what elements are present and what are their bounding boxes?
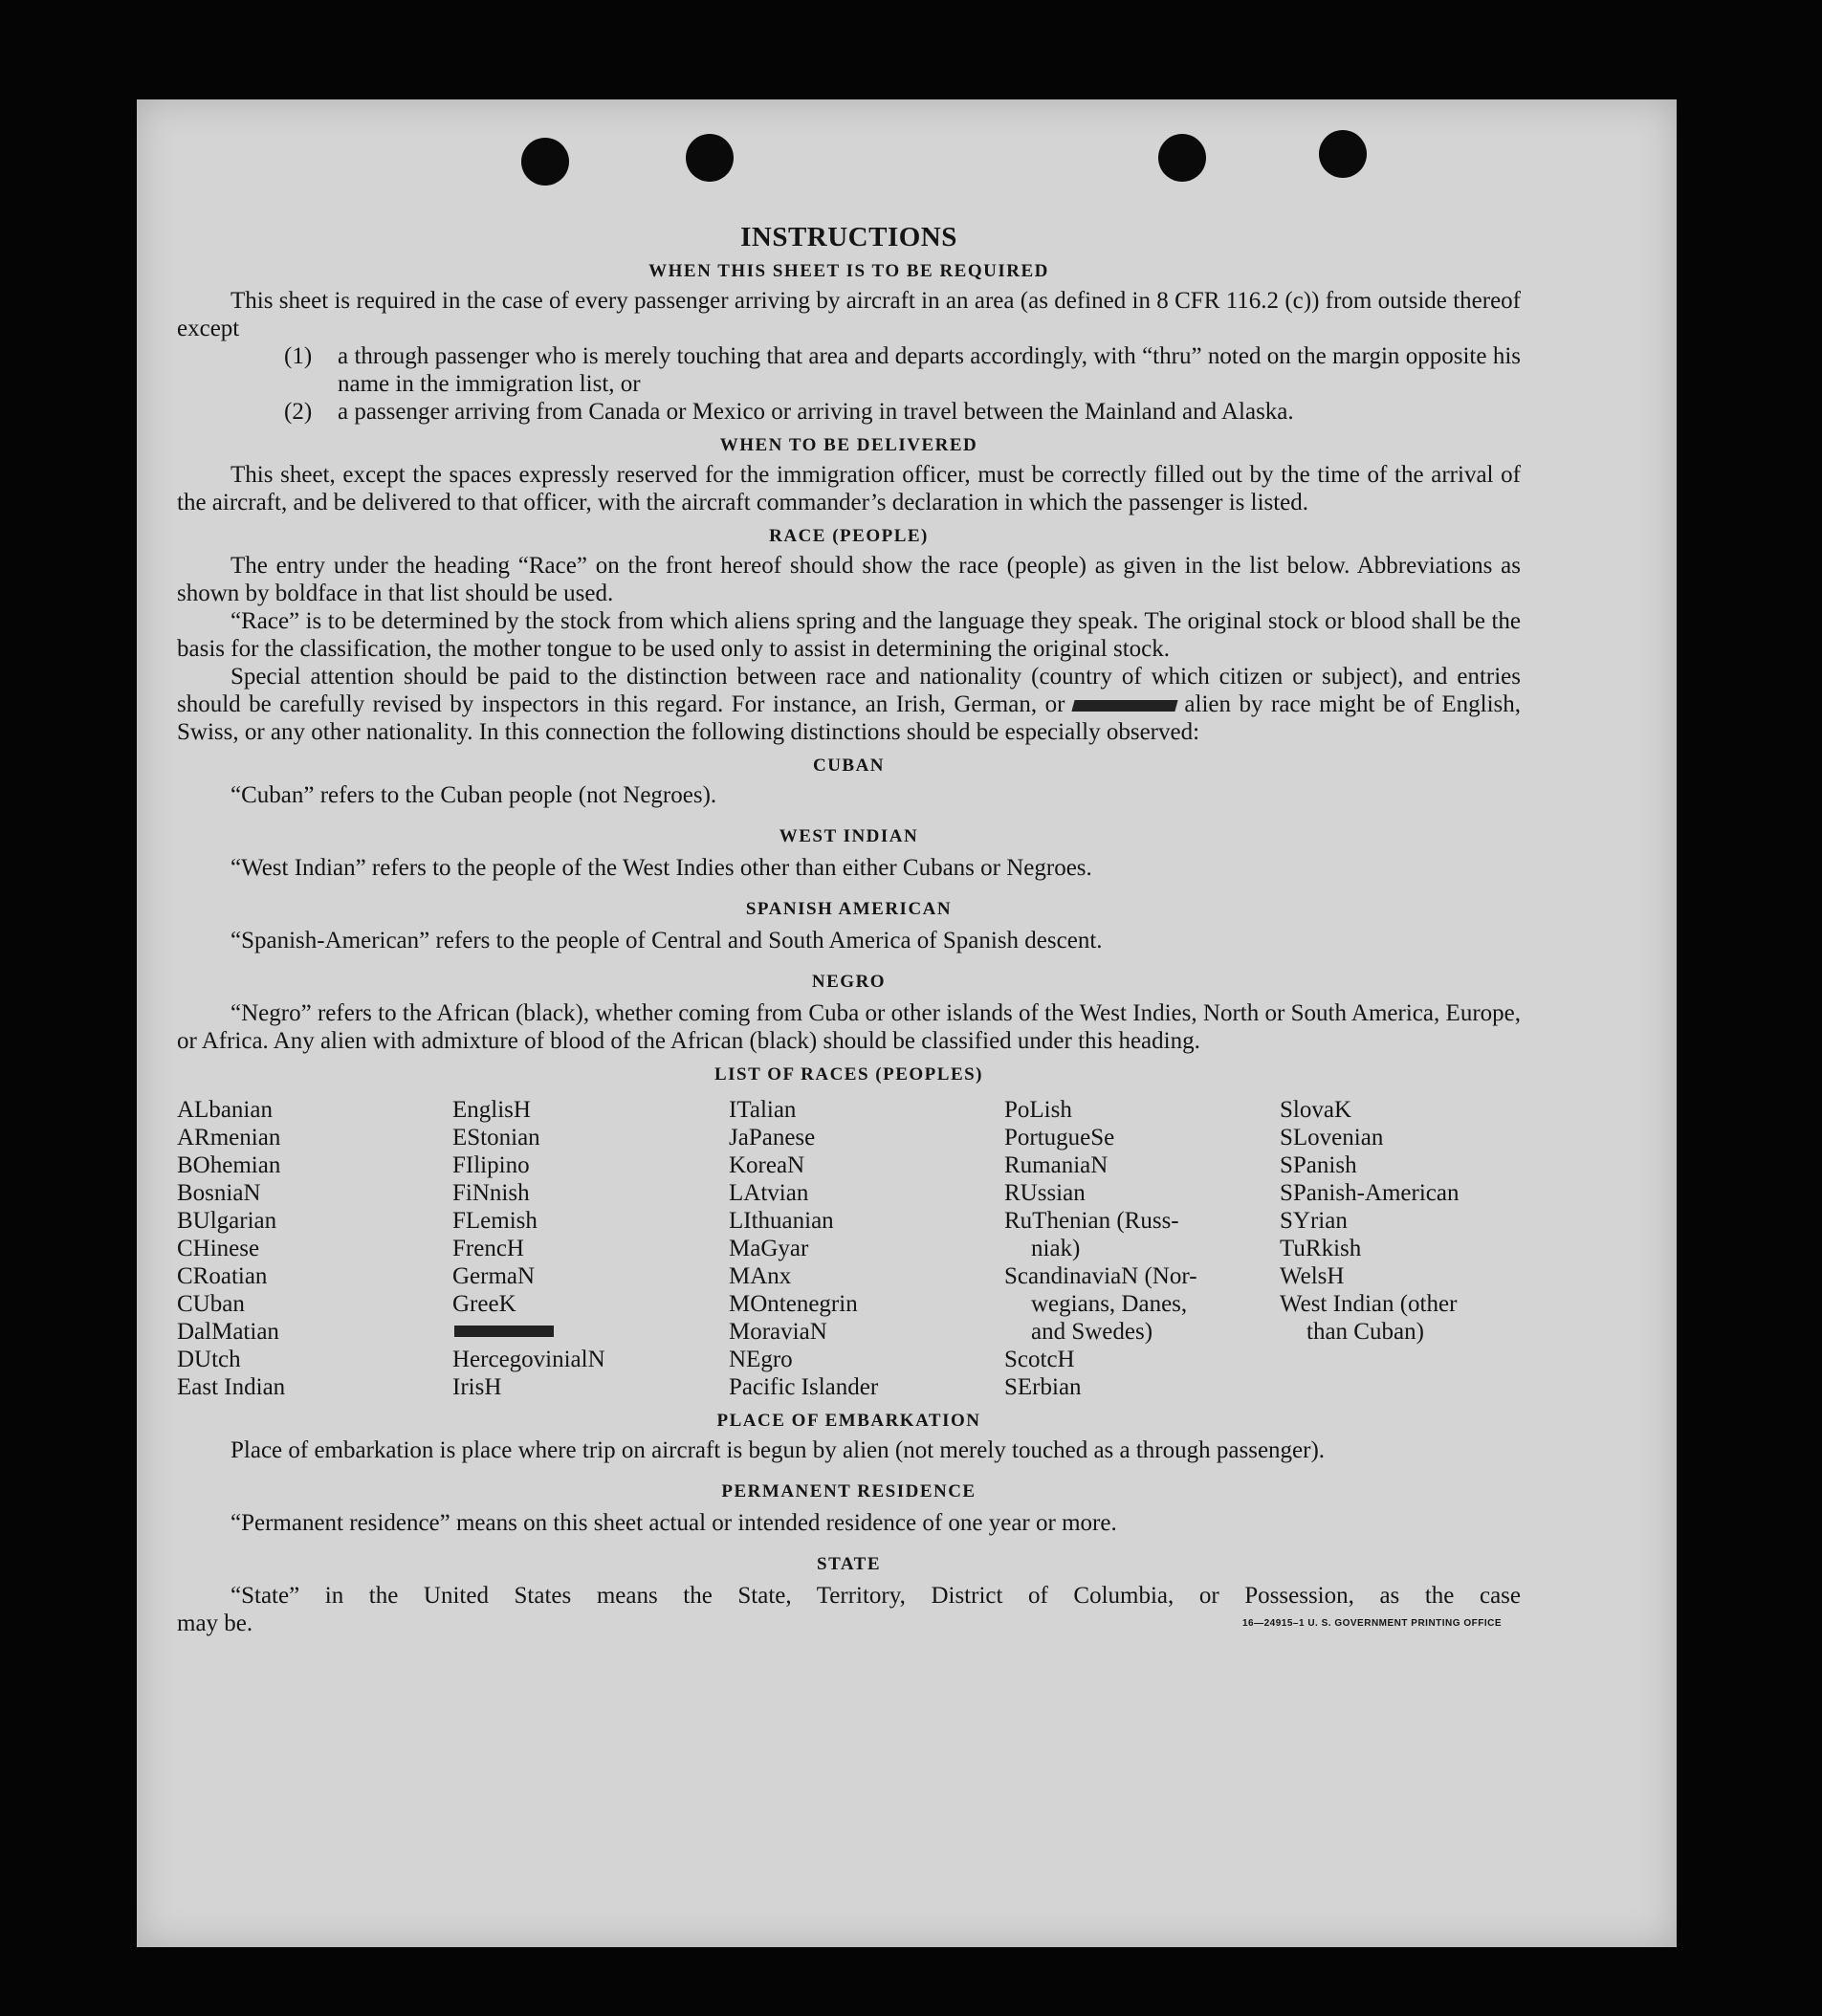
race-entry: BUlgarian — [177, 1208, 277, 1234]
section-heading-list-of-races: LIST OF RACES (PEOPLES) — [713, 1064, 984, 1085]
punch-hole — [521, 138, 569, 186]
punch-hole — [1319, 130, 1367, 178]
race-entry: MOntenegrin — [729, 1291, 858, 1317]
embarkation-text: Place of embarkation is place where trip on aircraft is begun by alien (not merely touched as a through passenger). — [230, 1437, 1326, 1463]
race-entry: CRoatian — [177, 1263, 268, 1289]
race-entry: FiNnish — [452, 1180, 530, 1206]
race-entry: West Indian (other — [1280, 1291, 1458, 1317]
race-entry: Pacific Islander — [729, 1374, 879, 1400]
races-column-5 — [1280, 1096, 1521, 1401]
document-page — [137, 99, 1677, 1947]
race-entry: LAtvian — [729, 1180, 809, 1206]
race-entry: BOhemian — [177, 1152, 281, 1178]
section-heading-embarkation: PLACE OF EMBARKATION — [716, 1411, 981, 1431]
race-entry-continued: niak) — [1031, 1236, 1081, 1261]
race-entry: DalMatian — [177, 1319, 279, 1345]
race-entry: BosniaN — [177, 1180, 261, 1206]
exception-number: (1) — [284, 343, 313, 369]
west-indian-text: “West Indian” refers to the people of the West Indies other than either Cubans or Negroes. — [230, 855, 1092, 881]
race-entry: EStonian — [452, 1125, 540, 1150]
exception-item-1 — [284, 342, 1521, 398]
race-entry-continued: and Swedes) — [1031, 1319, 1153, 1345]
exception-item-2 — [284, 398, 1521, 426]
race-entry: SErbian — [1004, 1374, 1082, 1400]
race-paragraph-1: The entry under the heading “Race” on the front hereof should show the race (people) as given in the list below. Abbreviations as shown by boldface in that list should be used. — [177, 553, 1521, 606]
race-entry: SPanish-American — [1280, 1180, 1460, 1206]
race-entry: RUssian — [1004, 1180, 1086, 1206]
race-entry: RumaniaN — [1004, 1152, 1109, 1178]
race-entry: SlovaK — [1280, 1097, 1351, 1123]
residence-text: “Permanent residence” means on this sheet actual or intended residence of one year or more. — [230, 1510, 1117, 1536]
state-text-end: may be. — [177, 1611, 253, 1636]
race-entry: MAnx — [729, 1263, 792, 1289]
race-entry: East Indian — [177, 1374, 286, 1400]
spanish-american-text: “Spanish-American” refers to the people of Central and South America of Spanish descent. — [230, 928, 1103, 953]
race-entry: JaPanese — [729, 1125, 816, 1150]
required-intro: This sheet is required in the case of every passenger arriving by aircraft in an area (as defined in 8 CFR 116.2 (c)) from outside thereof except — [177, 288, 1521, 341]
race-entry: ARmenian — [177, 1125, 281, 1150]
race-entry: PortugueSe — [1004, 1125, 1115, 1150]
race-entry-continued: than Cuban) — [1306, 1319, 1424, 1345]
race-entry: ITalian — [729, 1097, 797, 1123]
race-entry: CUban — [177, 1291, 245, 1317]
document-title: INSTRUCTIONS — [740, 222, 957, 252]
race-entry: SLovenian — [1280, 1125, 1384, 1150]
section-heading-state: STATE — [817, 1554, 881, 1574]
exception-text: a through passenger who is merely touching that area and departs accordingly, with “thru” noted on the margin opposite his name in the immigration list, or — [338, 343, 1521, 397]
race-entry: WelsH — [1280, 1263, 1345, 1289]
race-entry: RuThenian (Russ- — [1004, 1208, 1179, 1234]
race-entry: FrencH — [452, 1236, 524, 1261]
races-list — [177, 1096, 1521, 1401]
struck-out-word — [454, 1326, 554, 1337]
cuban-text: “Cuban” refers to the Cuban people (not Negroes). — [230, 782, 717, 808]
race-entry: HercegovinialN — [452, 1347, 605, 1372]
races-column-3 — [729, 1096, 1004, 1401]
section-heading-required: WHEN THIS SHEET IS TO BE REQUIRED — [648, 261, 1049, 281]
section-heading-cuban: CUBAN — [812, 756, 886, 776]
race-entry: TuRkish — [1280, 1236, 1362, 1261]
race-paragraph-3-part-b: alien by race might be of English, Swiss, or any other nationality. In this connection the following distinctions should be especially observed: — [177, 691, 1521, 745]
state-text-end-and-footer — [177, 1610, 1521, 1637]
race-entry: CHinese — [177, 1236, 260, 1261]
exception-text: a passenger arriving from Canada or Mexico or arriving in travel between the Mainland and Alaska. — [338, 399, 1294, 425]
state-text: “State” in the United States means the State, Territory, District of Columbia, or Possession, as the case — [230, 1583, 1521, 1609]
race-entry: ScandinaviaN (Nor- — [1004, 1263, 1197, 1289]
punch-hole — [686, 134, 734, 182]
races-column-2 — [452, 1096, 729, 1401]
race-entry: NEgro — [729, 1347, 793, 1372]
section-heading-delivered: WHEN TO BE DELIVERED — [719, 435, 978, 455]
race-entry: MoraviaN — [729, 1319, 827, 1345]
race-entry: EnglisH — [452, 1097, 531, 1123]
race-entry: KoreaN — [729, 1152, 805, 1178]
race-entry: LIthuanian — [729, 1208, 834, 1234]
delivered-text: This sheet, except the spaces expressly reserved for the immigration officer, must be correctly filled out by the time of the arrival of the aircraft, and be delivered to that officer, with the aircraft commander’s declaration in which the passenger is listed. — [177, 462, 1521, 515]
race-paragraph-2: “Race” is to be determined by the stock from which aliens spring and the language they speak. The original stock or blood shall be the basis for the classification, the mother tongue to be used only to assist in determining the original stock. — [177, 608, 1521, 662]
struck-out-word — [1071, 700, 1177, 712]
printing-office-code: 16—24915–1 U. S. GOVERNMENT PRINTING OFFICE — [1241, 1618, 1502, 1629]
race-paragraph-3-part-a: Special attention should be paid to the distinction between race and nationality (country of which citizen or subject), and entries should be carefully revised by inspectors in this regard. For instance, an Irish, German, or — [177, 664, 1521, 717]
punch-hole — [1158, 134, 1206, 182]
negro-text: “Negro” refers to the African (black), whether coming from Cuba or other islands of the West Indies, North or South America, Europe, or Africa. Any alien with admixture of blood of the African (black) should be classified under this heading. — [177, 1000, 1521, 1054]
race-entry: GreeK — [452, 1291, 516, 1317]
race-entry: GermaN — [452, 1263, 536, 1289]
race-entry-struck-out — [452, 1318, 729, 1346]
document-body — [177, 224, 1521, 1637]
races-column-1 — [177, 1096, 452, 1401]
section-heading-race: RACE (PEOPLE) — [769, 526, 929, 546]
race-entry: PoLish — [1004, 1097, 1072, 1123]
race-entry: ScotcH — [1004, 1347, 1075, 1372]
race-entry: MaGyar — [729, 1236, 809, 1261]
section-heading-negro: NEGRO — [811, 972, 887, 992]
race-paragraph-3 — [177, 663, 1521, 746]
section-heading-west-indian: WEST INDIAN — [779, 826, 919, 846]
exception-number: (2) — [284, 399, 313, 425]
race-entry: IrisH — [452, 1374, 502, 1400]
race-entry-continued: wegians, Danes, — [1031, 1291, 1188, 1317]
race-entry: SYrian — [1280, 1208, 1348, 1234]
race-entry: FIlipino — [452, 1152, 530, 1178]
race-entry: DUtch — [177, 1347, 241, 1372]
section-heading-spanish-american: SPANISH AMERICAN — [745, 899, 953, 919]
race-entry: FLemish — [452, 1208, 538, 1234]
section-heading-residence: PERMANENT RESIDENCE — [721, 1481, 977, 1501]
race-entry: ALbanian — [177, 1097, 273, 1123]
race-entry: SPanish — [1280, 1152, 1357, 1178]
races-column-4 — [1004, 1096, 1280, 1401]
